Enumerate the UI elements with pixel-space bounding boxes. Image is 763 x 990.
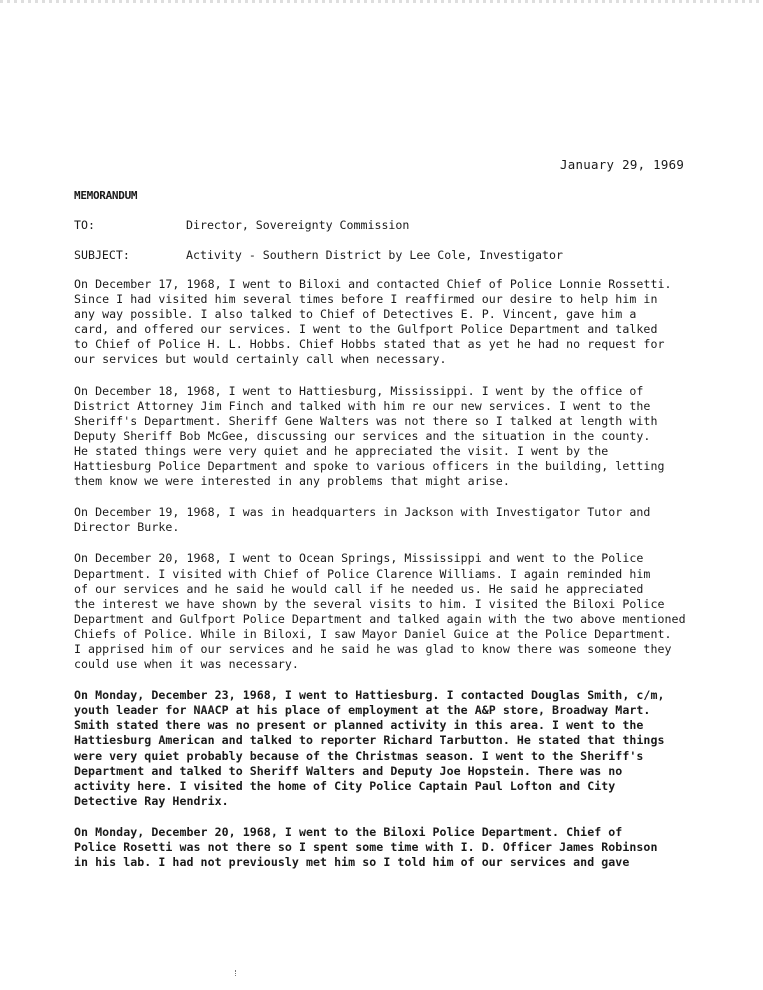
text-line: On December 19, 1968, I was in headquarters in Jackson with Investigator Tutor and	[74, 505, 651, 520]
text-line: activity here. I visited the home of City Police Captain Paul Lofton and City	[74, 778, 616, 793]
text-line: Department and talked to Sheriff Walters and Deputy Joe Hopstein. There was no	[74, 763, 623, 778]
to-label: TO:	[74, 218, 95, 232]
paragraph-dec-20	[74, 551, 754, 672]
text-line: of our services and he said he would call if he needed us. He said he appreciated	[74, 581, 644, 596]
text-line: Since I had visited him several times before I reaffirmed our desire to help him in	[74, 292, 658, 307]
text-line: Smith stated there was no present or planned activity in this area. I went to the	[74, 718, 644, 733]
paragraph-dec-23	[74, 688, 754, 809]
subject-row	[74, 248, 563, 262]
to-value: Director, Sovereignty Commission	[186, 218, 410, 232]
paragraph-dec-20-biloxi	[74, 825, 754, 870]
paragraph-dec-18	[74, 384, 754, 490]
text-line: Hattiesburg Police Department and spoke to various officers in the building, letting	[74, 459, 665, 474]
text-line: Police Rosetti was not there so I spent some time with I. D. Officer James Robinson	[74, 840, 658, 854]
text-line: He stated things were very quiet and he appreciated the visit. I went by the	[74, 443, 609, 458]
text-line: Detective Ray Hendrix.	[74, 793, 229, 808]
scan-mark	[235, 970, 238, 976]
text-line: to Chief of Police H. L. Hobbs. Chief Hobbs stated that as yet he had no request for	[74, 337, 665, 352]
paragraph-dec-17	[74, 277, 754, 368]
text-line: youth leader for NAACP at his place of employment at the A&P store, Broadway Mart.	[74, 703, 651, 718]
paragraph-dec-19	[74, 505, 754, 535]
text-line: On Monday, December 20, 1968, I went to the Biloxi Police Department. Chief of	[74, 824, 623, 839]
text-line: them know we were interested in any problems that might arise.	[74, 474, 510, 489]
memo-heading: MEMORANDUM	[74, 189, 138, 202]
text-line: the interest we have shown by the several visits to him. I visited the Biloxi Police	[74, 596, 665, 611]
scan-edge-artifact	[0, 0, 763, 3]
subject-value: Activity - Southern District by Lee Cole, Investigator	[186, 248, 563, 262]
text-line: any way possible. I also talked to Chief of Detectives E. P. Vincent, gave him a	[74, 307, 637, 322]
text-line: On December 17, 1968, I went to Biloxi and contacted Chief of Police Lonnie Rossetti.	[74, 277, 672, 291]
text-line: Department. I visited with Chief of Police Clarence Williams. I again reminded him	[74, 566, 651, 581]
text-line: On Monday, December 23, 1968, I went to Hattiesburg. I contacted Douglas Smith, c/m,	[74, 688, 665, 703]
text-line: card, and offered our services. I went to the Gulfport Police Department and talked	[74, 322, 658, 337]
text-line: Chiefs of Police. While in Biloxi, I saw Mayor Daniel Guice at the Police Department.	[74, 626, 672, 641]
text-line: On December 18, 1968, I went to Hattiesburg, Mississippi. I went by the office of	[74, 383, 644, 398]
text-line: could use when it was necessary.	[74, 657, 299, 672]
memo-date: January 29, 1969	[560, 157, 685, 172]
text-line: Department and Gulfport Police Department and talked again with the two above mentioned	[74, 611, 686, 626]
text-line: District Attorney Jim Finch and talked with him re our new services. I went to the	[74, 398, 651, 413]
to-row	[74, 218, 409, 232]
memo-body	[74, 277, 754, 886]
text-line: were very quiet probably because of the Christmas season. I went to the Sheriff's	[74, 748, 644, 763]
subject-label: SUBJECT:	[74, 248, 130, 262]
text-line: Deputy Sheriff Bob McGee, discussing our services and the situation in the county.	[74, 428, 651, 443]
text-line: Hattiesburg American and talked to reporter Richard Tarbutton. He stated that things	[74, 733, 665, 748]
text-line: I apprised him of our services and he said he was glad to know there was someone they	[74, 641, 672, 656]
text-line: On December 20, 1968, I went to Ocean Springs, Mississippi and went to the Police	[74, 551, 644, 566]
text-line: our services but would certainly call when necessary.	[74, 352, 447, 367]
text-line: Director Burke.	[74, 520, 180, 535]
text-line: Sheriff's Department. Sheriff Gene Walters was not there so I talked at length with	[74, 413, 658, 428]
text-line: in his lab. I had not previously met him so I told him of our services and gave	[74, 855, 630, 870]
